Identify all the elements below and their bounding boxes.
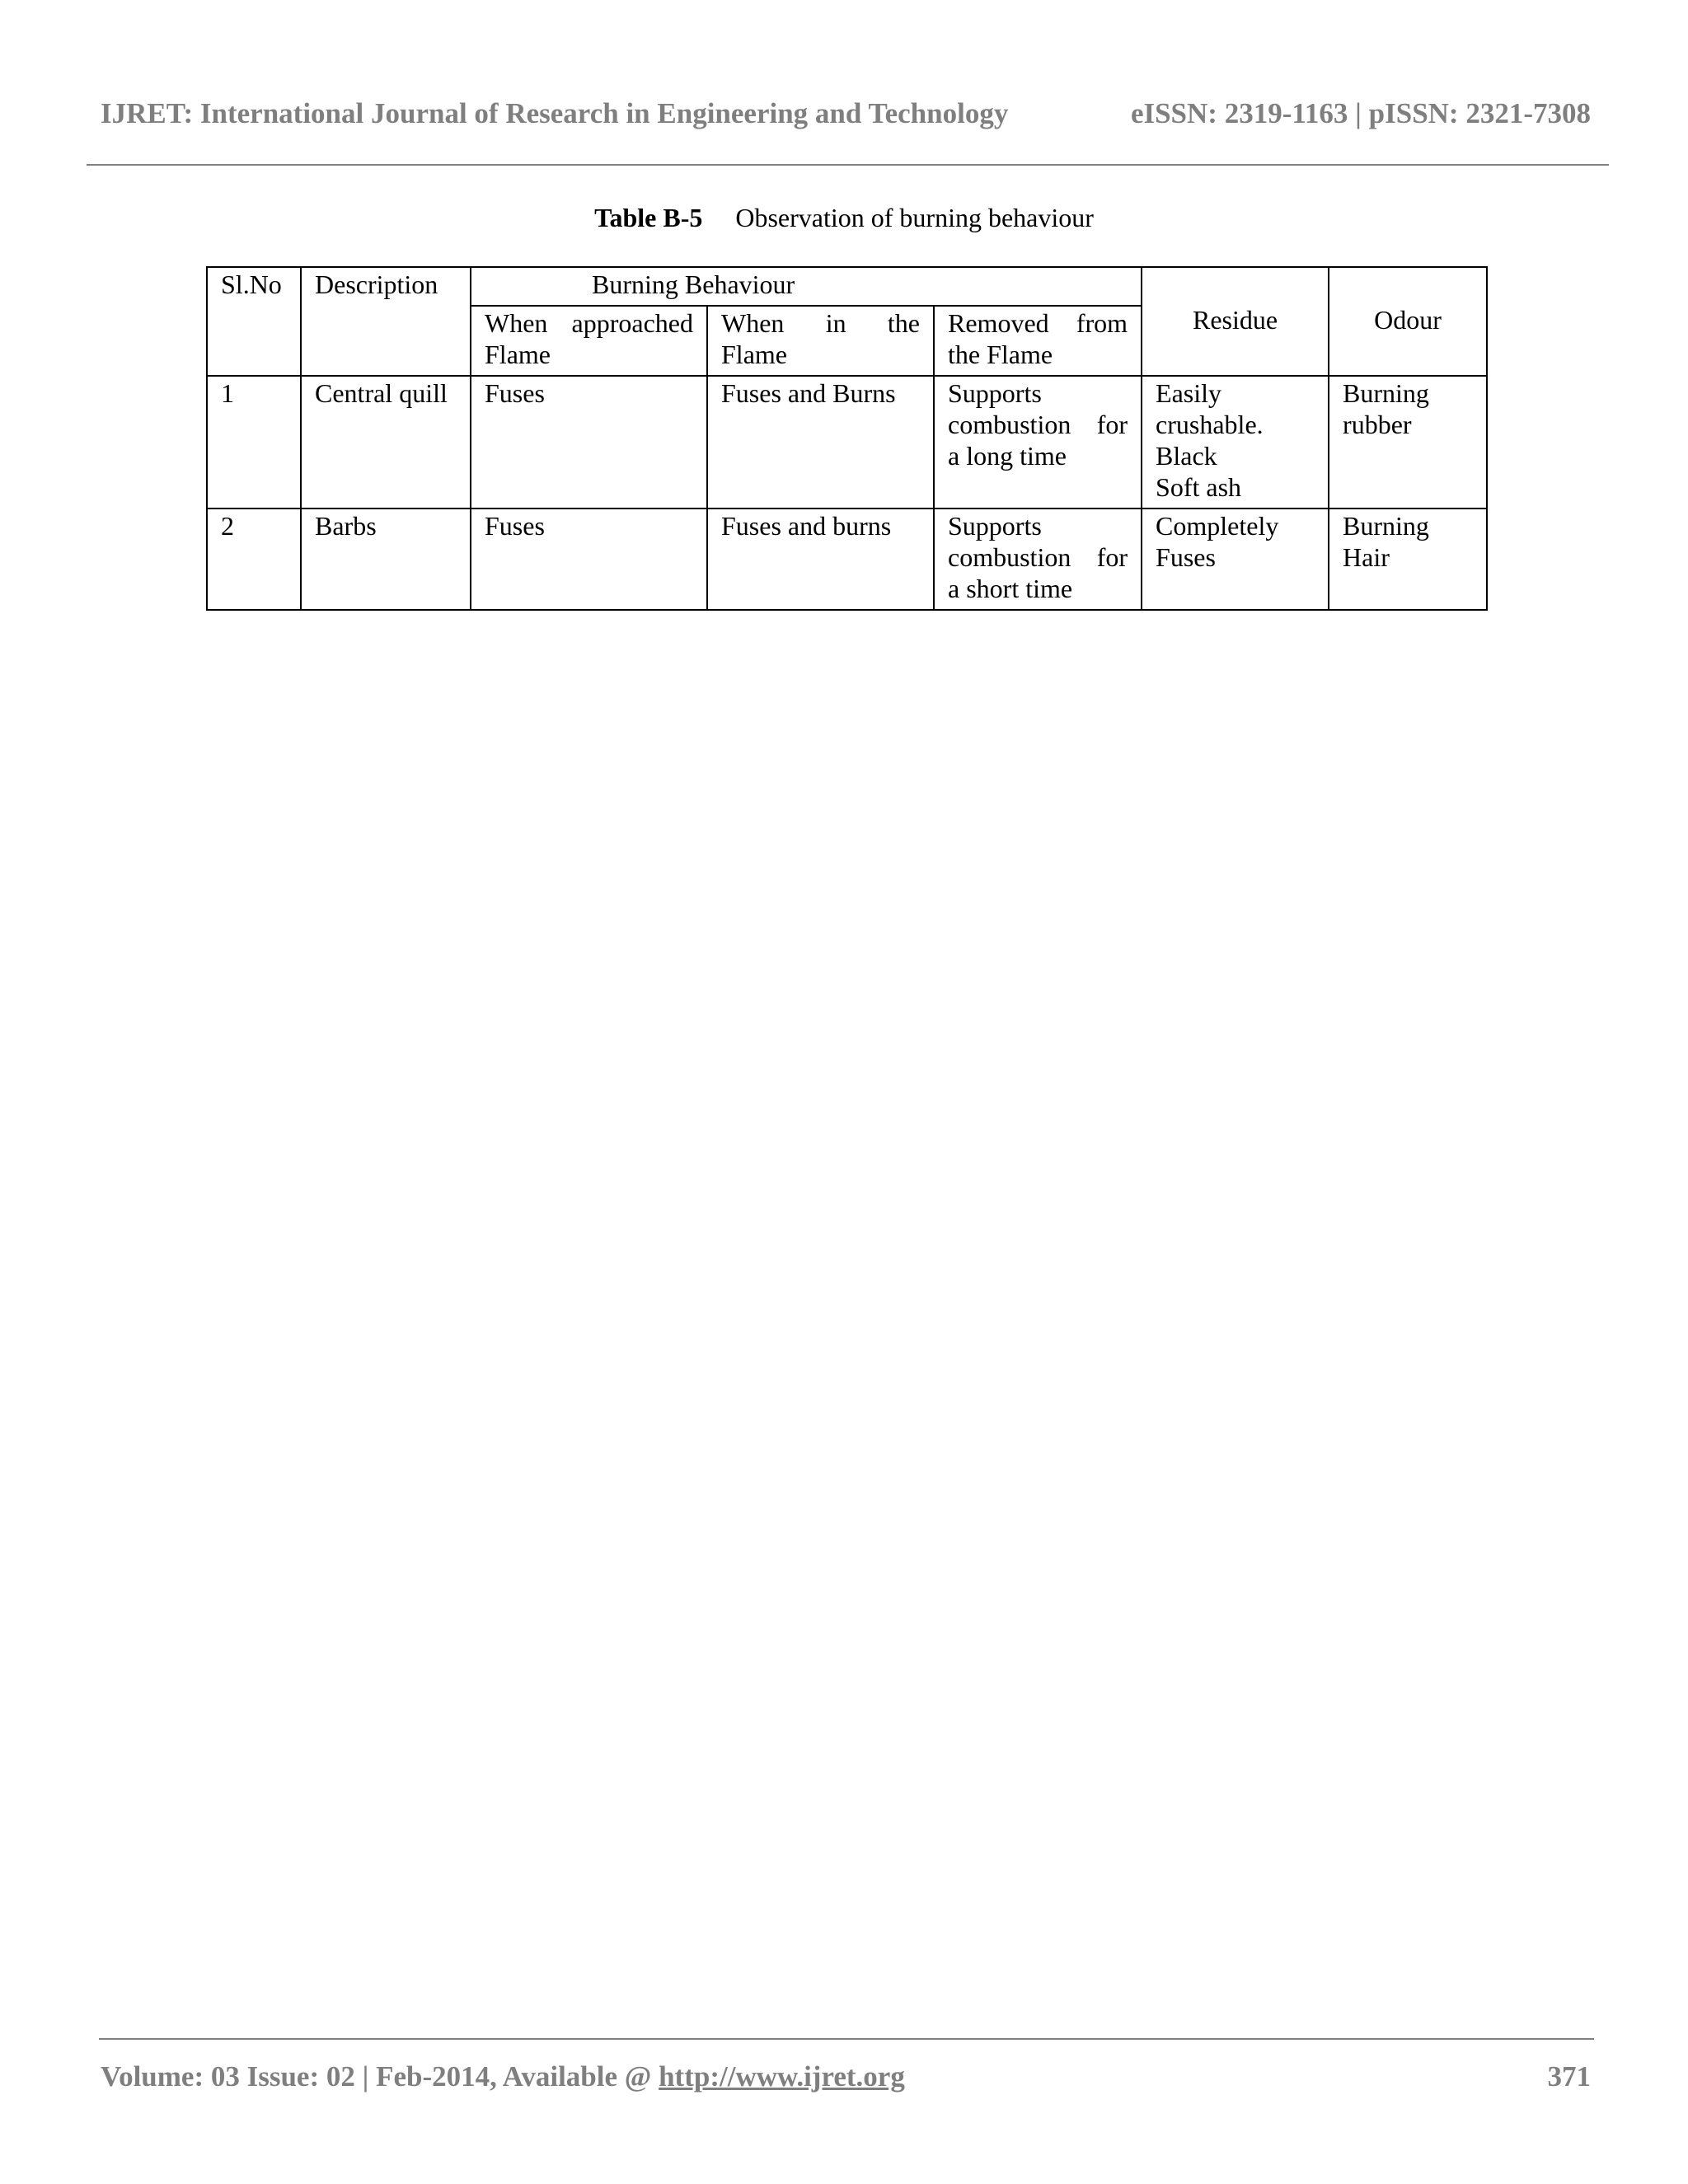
header-odour: Odour <box>1329 267 1487 376</box>
cell-removed: Supports combustion for a short time <box>934 509 1142 610</box>
cell-removed: Supports combustion for a long time <box>934 376 1142 509</box>
cell-odour: Burning rubber <box>1329 376 1487 509</box>
page-number: 371 <box>1547 2060 1591 2093</box>
table-row <box>207 509 1487 610</box>
footer-divider <box>99 2038 1594 2040</box>
table-header-row <box>207 267 1487 306</box>
table-caption-label: Table B-5 <box>594 203 703 232</box>
footer-info <box>101 2060 905 2093</box>
header-divider <box>87 164 1609 166</box>
issn-info: eISSN: 2319-1163 | pISSN: 2321-7308 <box>1130 97 1591 129</box>
cell-approached: Fuses <box>471 509 707 610</box>
table-caption <box>0 203 1688 233</box>
burning-behaviour-table <box>206 266 1488 611</box>
header-residue: Residue <box>1142 267 1329 376</box>
table-caption-title: Observation of burning behaviour <box>735 203 1094 232</box>
journal-title: IJRET: International Journal of Research in Engineering and Technology <box>101 97 1009 129</box>
cell-slno: 1 <box>207 376 301 509</box>
header-description: Description <box>301 267 471 376</box>
cell-odour: Burning Hair <box>1329 509 1487 610</box>
header-when-approached: When approached Flame <box>471 306 707 376</box>
journal-link[interactable]: http://www.ijret.org <box>659 2060 905 2093</box>
cell-residue: Completely Fuses <box>1142 509 1329 610</box>
cell-residue: Easily crushable. Black Soft ash <box>1142 376 1329 509</box>
header-when-in-flame: When in the Flame <box>707 306 934 376</box>
cell-in-flame: Fuses and burns <box>707 509 934 610</box>
footer-volume-text: Volume: 03 Issue: 02 | Feb-2014, Available @ <box>101 2060 659 2093</box>
header-removed-from-flame: Removed from the Flame <box>934 306 1142 376</box>
header-burning-behaviour: Burning Behaviour <box>471 267 1142 306</box>
cell-in-flame: Fuses and Burns <box>707 376 934 509</box>
cell-slno: 2 <box>207 509 301 610</box>
cell-description: Barbs <box>301 509 471 610</box>
header-slno: Sl.No <box>207 267 301 376</box>
table-row <box>207 376 1487 509</box>
cell-approached: Fuses <box>471 376 707 509</box>
cell-description: Central quill <box>301 376 471 509</box>
